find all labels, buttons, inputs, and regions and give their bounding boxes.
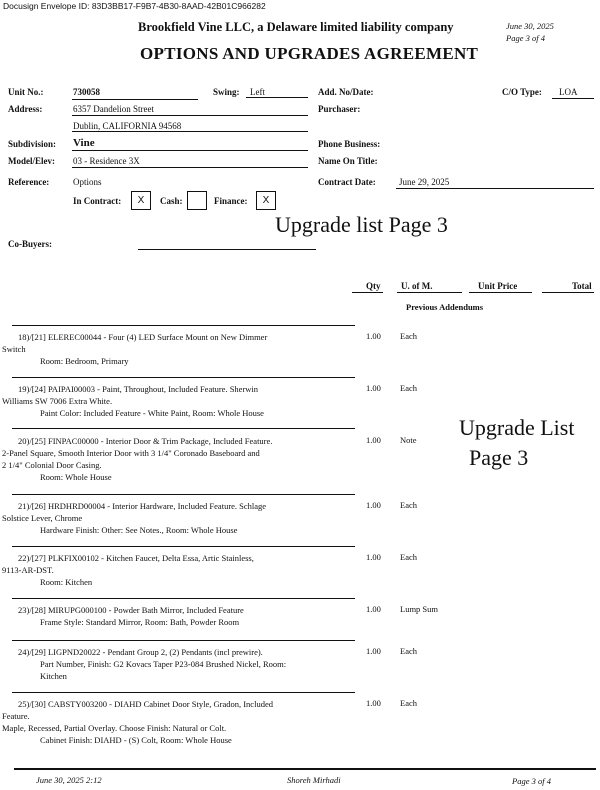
footer-rule xyxy=(14,768,596,770)
item-description: 24)/[29] LIGPND20022 - Pendant Group 2, (2) Pendants (incl prewire). Part Number, Finish: G2 Kovacs Taper P23-084 Brushed Nickel, Room: Kitchen xyxy=(18,647,287,681)
add-no-date-label: Add. No/Date: xyxy=(318,87,374,97)
item-description: 21)/[26] HRDHRD00004 - Interior Hardware, Included Feature. Schlage Solstice Lever, Chrome Hardware Finish: Other: See Notes., Room: Whole House xyxy=(2,501,267,535)
item-uom: Each xyxy=(400,500,417,510)
item-qty: 1.00 xyxy=(366,646,381,656)
item-divider xyxy=(12,640,355,641)
item-qty: 1.00 xyxy=(366,500,381,510)
phone-business-label: Phone Business: xyxy=(318,139,381,149)
contract-date-label: Contract Date: xyxy=(318,177,376,187)
model-elev-value: 03 - Residence 3X xyxy=(73,156,140,166)
item-uom: Lump Sum xyxy=(400,604,439,614)
footer-name: Shoreh Mirhadi xyxy=(287,775,341,785)
co-buyers-label: Co-Buyers: xyxy=(8,239,52,249)
item-divider xyxy=(12,325,355,326)
item-divider xyxy=(12,428,355,429)
item-qty: 1.00 xyxy=(366,552,381,562)
item-qty: 1.00 xyxy=(366,331,381,341)
subdivision-value: Vine xyxy=(73,137,95,149)
item-description: 20)/[25] FINPAC00000 - Interior Door & Trim Package, Included Feature. 2-Panel Square, Smooth Interior Door with 3 1/4" Coronado Baseboard and 2 1/4" Colonial Door Casing. Room: Whole House xyxy=(2,436,273,482)
unit-no-label: Unit No.: xyxy=(8,87,44,97)
footer-date: June 30, 2025 2:12 xyxy=(36,775,102,785)
in-contract-label: In Contract: xyxy=(73,196,122,206)
swing-value: Left xyxy=(250,87,265,97)
co-type-value: LOA xyxy=(559,87,578,97)
unit-no-value: 730058 xyxy=(73,87,100,97)
item-description: 19)/[24] PAIPAI00003 - Paint, Throughout, Included Feature. Sherwin Williams SW 7006 Extra White. Paint Color: Included Feature - White Paint, Room: Whole House xyxy=(2,384,264,418)
item-qty: 1.00 xyxy=(366,604,381,614)
item-description: 23)/[28] MIRUPG000100 - Powder Bath Mirror, Included Feature Frame Style: Standard Mirror, Room: Bath, Powder Room xyxy=(18,605,244,627)
cash-label: Cash: xyxy=(160,196,183,206)
item-uom: Note xyxy=(400,435,417,445)
name-on-title-label: Name On Title: xyxy=(318,156,378,166)
cash-checkbox[interactable] xyxy=(187,191,207,210)
header-date: June 30, 2025 xyxy=(506,21,554,31)
total-header: Total xyxy=(572,281,592,291)
reference-label: Reference: xyxy=(8,177,50,187)
item-divider xyxy=(12,692,355,693)
address-line1-underline xyxy=(72,115,308,116)
contract-date-underline xyxy=(396,188,594,189)
handwritten-note-upgrade-list-2b: Page 3 xyxy=(469,445,529,470)
total-header-underline xyxy=(542,292,594,293)
item-qty: 1.00 xyxy=(366,698,381,708)
address-label: Address: xyxy=(8,104,43,114)
envelope-id: Docusign Envelope ID: 83D3BB17-F9B7-4B30-8AAD-42B01C966282 xyxy=(3,1,266,11)
footer-page: Page 3 of 4 xyxy=(512,776,551,786)
unit-no-underline xyxy=(72,99,198,100)
address-line2-underline xyxy=(72,131,308,132)
unit-price-header-underline xyxy=(469,292,532,293)
co-buyers-underline xyxy=(138,249,316,250)
model-elev-underline xyxy=(72,167,308,168)
unit-price-header: Unit Price xyxy=(478,281,518,291)
item-divider xyxy=(12,494,355,495)
item-qty: 1.00 xyxy=(366,383,381,393)
item-uom: Each xyxy=(400,383,417,393)
model-elev-label: Model/Elev: xyxy=(8,156,55,166)
qty-header-underline xyxy=(352,292,383,293)
previous-addendums-label: Previous Addendums xyxy=(406,302,484,312)
subdivision-label: Subdivision: xyxy=(8,139,57,149)
item-divider xyxy=(12,546,355,547)
item-uom: Each xyxy=(400,331,417,341)
address-line2: Dublin, CALIFORNIA 94568 xyxy=(73,121,182,131)
item-uom: Each xyxy=(400,698,417,708)
finance-checkbox[interactable]: X xyxy=(256,191,276,210)
header-page: Page 3 of 4 xyxy=(506,33,545,43)
uom-header: U. of M. xyxy=(401,281,433,291)
item-description: 18)/[21] ELEREC00044 - Four (4) LED Surface Mount on New Dimmer Switch Room: Bedroom, Primary xyxy=(2,332,268,366)
contract-date-value: June 29, 2025 xyxy=(399,177,450,187)
company-name: Brookfield Vine LLC, a Delaware limited liability company xyxy=(138,20,454,34)
item-divider xyxy=(12,598,355,599)
document-title: OPTIONS AND UPGRADES AGREEMENT xyxy=(140,44,479,63)
qty-header: Qty xyxy=(366,281,381,291)
handwritten-note-upgrade-list-2a: Upgrade List xyxy=(459,415,575,440)
finance-label: Finance: xyxy=(214,196,248,206)
reference-value: Options xyxy=(73,177,102,187)
item-description: 25)/[30] CABSTY003200 - DIAHD Cabinet Door Style, Gradon, Included Feature. Maple, Recessed, Partial Overlay. Choose Finish: Natural or Colt. Cabinet Finish: DIAHD - (S) Colt, Room: Whole House xyxy=(2,699,273,745)
item-uom: Each xyxy=(400,552,417,562)
swing-underline xyxy=(246,97,308,98)
item-uom: Each xyxy=(400,646,417,656)
co-type-underline xyxy=(552,98,594,99)
swing-label: Swing: xyxy=(213,87,240,97)
subdivision-underline xyxy=(72,150,308,151)
co-type-label: C/O Type: xyxy=(502,87,542,97)
item-qty: 1.00 xyxy=(366,435,381,445)
item-divider xyxy=(12,377,355,378)
in-contract-checkbox[interactable]: X xyxy=(131,191,151,210)
purchaser-label: Purchaser: xyxy=(318,104,361,114)
item-description: 22)/[27] PLKFIX00102 - Kitchen Faucet, Delta Essa, Artic Stainless, 9113-AR-DST. Room: Kitchen xyxy=(2,553,254,587)
uom-header-underline xyxy=(397,292,462,293)
address-line1: 6357 Dandelion Street xyxy=(73,104,154,114)
handwritten-note-upgrade-list: Upgrade list Page 3 xyxy=(275,212,448,237)
